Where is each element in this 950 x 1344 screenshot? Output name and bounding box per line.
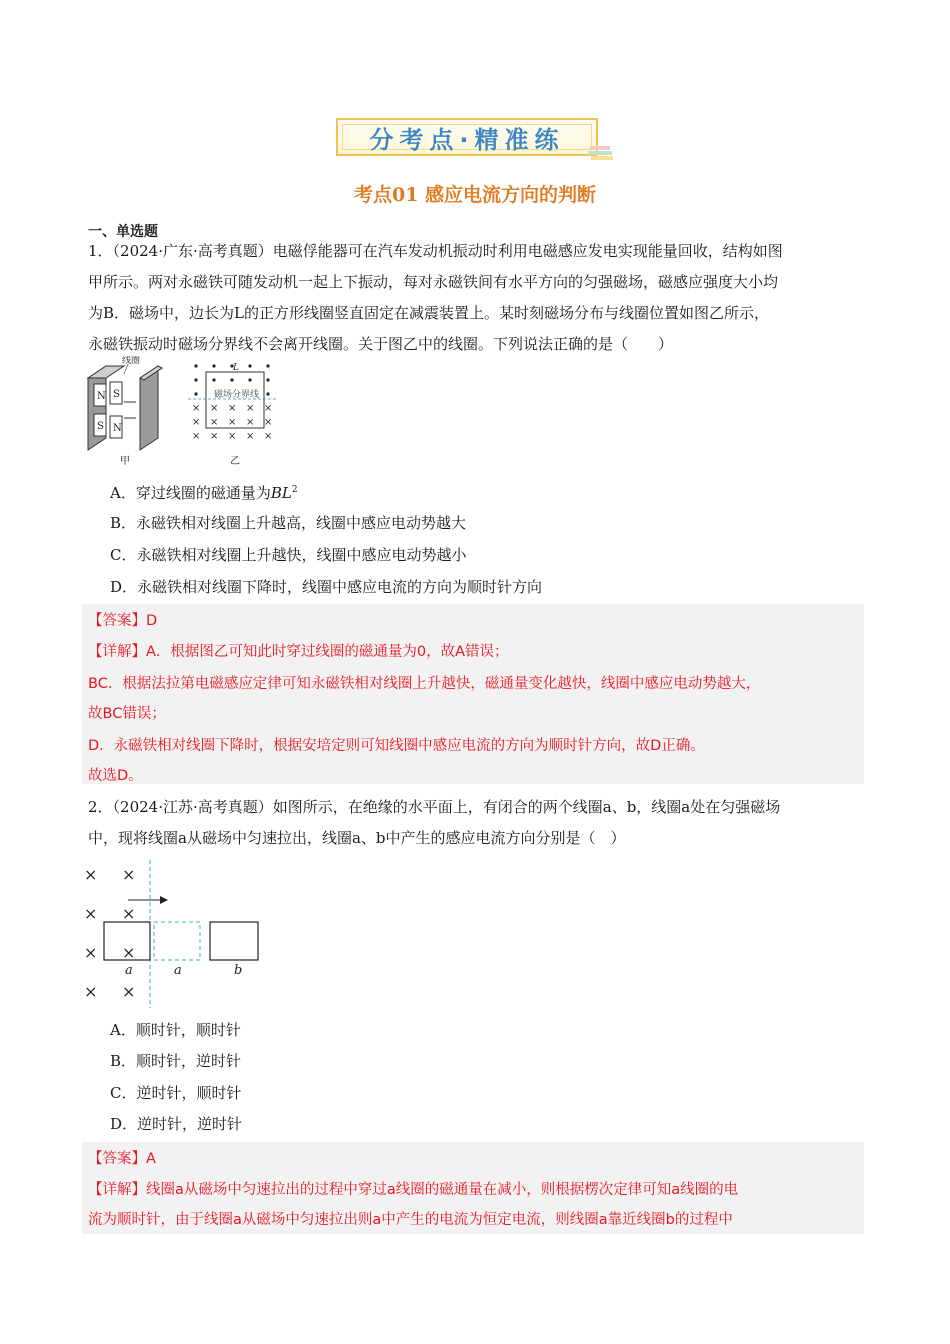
q2-option-d: D．逆时针，逆时针 bbox=[110, 1115, 243, 1133]
q2-line-2: 中，现将线圈a从磁场中匀速拉出，线圈a、b中产生的感应电流方向分别是（ ） bbox=[88, 829, 626, 847]
svg-text:×: × bbox=[122, 904, 136, 923]
question-2 bbox=[88, 792, 863, 854]
q1-option-a: A．穿过线圈的磁通量为$BL^2$ bbox=[110, 484, 298, 502]
q2-option-c: C．逆时针，顺时针 bbox=[110, 1084, 242, 1102]
svg-text:×: × bbox=[228, 403, 237, 414]
q1-explain-4: D．永磁铁相对线圈下降时，根据安培定则可知线圈中感应电流的方向为顺时针方向，故D正确。 bbox=[88, 738, 705, 754]
q1-figure bbox=[84, 356, 284, 468]
q1-option-c: C．永磁铁相对线圈上升越快，线圈中感应电动势越小 bbox=[110, 546, 467, 564]
svg-text:×: × bbox=[246, 431, 255, 442]
svg-text:×: × bbox=[84, 943, 98, 962]
q1-option-b: B．永磁铁相对线圈上升越高，线圈中感应电动势越大 bbox=[110, 514, 467, 532]
svg-text:×: × bbox=[84, 865, 98, 884]
svg-text:×: × bbox=[264, 431, 273, 442]
magnet-assembly bbox=[88, 356, 162, 467]
q2-explain-2: 流为顺时针，由于线圈a从磁场中匀速拉出则a中产生的电流为恒定电流，则线圈a靠近线圈b的过程中 bbox=[88, 1212, 733, 1228]
q2-line-1: 2．（2024·江苏·高考真题）如图所示，在绝缘的水平面上，有闭合的两个线圈a、b，线圈a处在匀强磁场 bbox=[88, 798, 781, 816]
svg-text:×: × bbox=[84, 904, 98, 923]
fig-jia-label: 甲 bbox=[120, 456, 130, 467]
svg-text:×: × bbox=[210, 417, 219, 428]
q2-answer: 【答案】A bbox=[88, 1151, 156, 1167]
svg-text:×: × bbox=[122, 982, 136, 1001]
svg-text:×: × bbox=[192, 403, 201, 414]
books-icon bbox=[586, 142, 616, 162]
svg-text:×: × bbox=[228, 431, 237, 442]
q1-line-3: 为B．磁场中，边长为L的正方形线圈竖直固定在减震装置上。某时刻磁场分布与线圈位置如图乙所示， bbox=[88, 304, 769, 322]
section-heading: 一、单选题 bbox=[88, 224, 158, 240]
boundary-label: 磁场分界线 bbox=[214, 390, 260, 400]
q1-line-1: 1．（2024·广东·高考真题）电磁俘能器可在汽车发动机振动时利用电磁感应发电实现能量回收，结构如图 bbox=[88, 242, 783, 260]
q1-explain-3: 故BC错误； bbox=[88, 706, 166, 722]
section-banner bbox=[336, 118, 598, 156]
q2-option-a: A．顺时针，顺时针 bbox=[110, 1021, 241, 1039]
coil-b bbox=[210, 922, 258, 960]
coil-a-label-2: a bbox=[174, 963, 182, 978]
svg-text:×: × bbox=[228, 417, 237, 428]
svg-text:×: × bbox=[210, 431, 219, 442]
svg-text:×: × bbox=[246, 417, 255, 428]
q1-line-4: 永磁铁振动时磁场分界线不会离开线圈。关于图乙中的线圈。下列说法正确的是（ ） bbox=[88, 335, 674, 353]
q2-option-b: B．顺时针，逆时针 bbox=[110, 1052, 242, 1070]
svg-text:×: × bbox=[264, 417, 273, 428]
fig-yi-label: 乙 bbox=[230, 456, 240, 467]
coil-a-label-1: a bbox=[125, 963, 133, 978]
svg-text:×: × bbox=[122, 943, 136, 962]
q1-explain-1: 【详解】A．根据图乙可知此时穿过线圈的磁通量为0，故A错误； bbox=[88, 644, 509, 660]
magnet-n-label-1: N bbox=[97, 391, 106, 402]
coil-b-label: b bbox=[234, 963, 243, 978]
magnet-s-label-1: S bbox=[97, 421, 104, 432]
field-diagram bbox=[188, 363, 278, 467]
q2-answer-box bbox=[82, 1142, 864, 1234]
q1-explain-2: BC．根据法拉第电磁感应定律可知永磁铁相对线圈上升越快，磁通量变化越快，线圈中感应电动势越大， bbox=[88, 676, 761, 692]
q1-line-2: 甲所示。两对永磁铁可随发动机一起上下振动，每对永磁铁间有水平方向的匀强磁场，磁感应强度大小均 bbox=[88, 273, 779, 291]
q2-explain-1: 【详解】线圈a从磁场中匀速拉出的过程中穿过a线圈的磁通量在减小，则根据楞次定律可知a线圈的电 bbox=[88, 1182, 739, 1198]
side-length-label: L bbox=[233, 363, 239, 373]
magnet-n-label-2: N bbox=[113, 423, 122, 434]
q1-answer-box bbox=[82, 604, 864, 784]
topic-title: 考点01 感应电流方向的判断 bbox=[353, 184, 597, 206]
svg-text:×: × bbox=[84, 982, 98, 1001]
question-1 bbox=[88, 236, 863, 360]
svg-text:×: × bbox=[122, 865, 136, 884]
coil-a-moved bbox=[154, 922, 200, 960]
magnet-s-label-2: S bbox=[113, 389, 120, 400]
svg-text:×: × bbox=[210, 403, 219, 414]
q2-number: 2． bbox=[88, 798, 113, 816]
banner-text: 分考点·精准练 bbox=[369, 125, 565, 154]
q1-number: 1． bbox=[88, 242, 113, 260]
svg-text:×: × bbox=[192, 417, 201, 428]
q1-explain-5: 故选D。 bbox=[88, 768, 143, 784]
q2-figure bbox=[82, 858, 272, 1008]
svg-text:×: × bbox=[264, 403, 273, 414]
svg-text:×: × bbox=[246, 403, 255, 414]
coil-label: 线圈 bbox=[122, 356, 141, 366]
q1-option-d: D．永磁铁相对线圈下降时，线圈中感应电流的方向为顺时针方向 bbox=[110, 578, 543, 596]
q1-answer: 【答案】D bbox=[88, 613, 158, 629]
svg-text:×: × bbox=[192, 431, 201, 442]
